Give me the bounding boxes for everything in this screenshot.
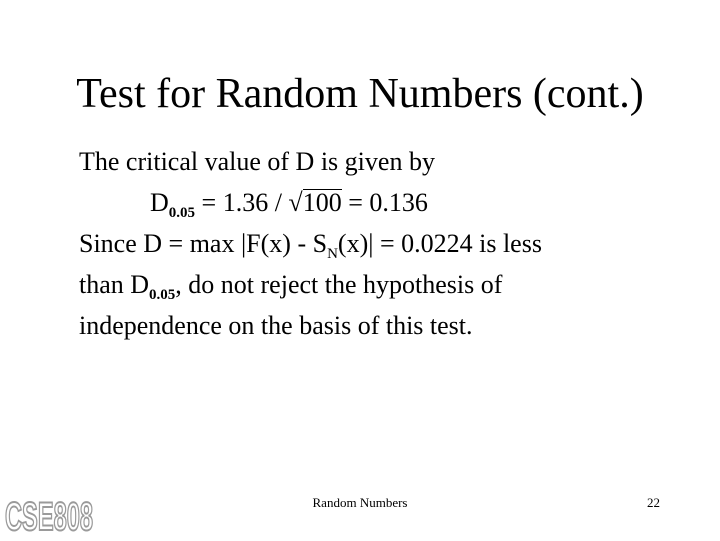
body-line-independence: independence on the basis of this test. <box>79 311 473 340</box>
than-d-subscript: 0.05 <box>149 287 176 303</box>
since-text: Since D = max |F(x) - S <box>79 229 328 258</box>
slide-body <box>79 141 542 346</box>
footer-title: Random Numbers <box>312 495 408 510</box>
body-line-than-d <box>79 264 542 305</box>
logo-text: CSE808 <box>5 495 94 539</box>
than-text-rest: , do not reject the hypothesis of <box>175 270 503 299</box>
cse808-logo <box>3 486 95 541</box>
body-line-since-d <box>79 223 542 264</box>
page-number: 22 <box>647 495 660 510</box>
sqrt-symbol: √ <box>288 188 303 217</box>
than-text: than D <box>79 270 150 299</box>
slide-title: Test for Random Numbers (cont.) <box>76 71 644 117</box>
formula-middle: = 1.36 / <box>195 188 289 217</box>
d-symbol: D <box>150 188 169 217</box>
sqrt-expression <box>288 182 341 223</box>
since-text-rest: (x)| = 0.0224 is less <box>337 229 542 258</box>
d-subscript: 0.05 <box>168 205 196 221</box>
sqrt-radicand: 100 <box>302 188 342 217</box>
formula-result: = 0.136 <box>341 188 428 217</box>
body-line-critical-value: The critical value of D is given by <box>79 147 435 176</box>
body-line-d-formula <box>79 182 542 223</box>
sn-subscript: N <box>327 246 338 262</box>
